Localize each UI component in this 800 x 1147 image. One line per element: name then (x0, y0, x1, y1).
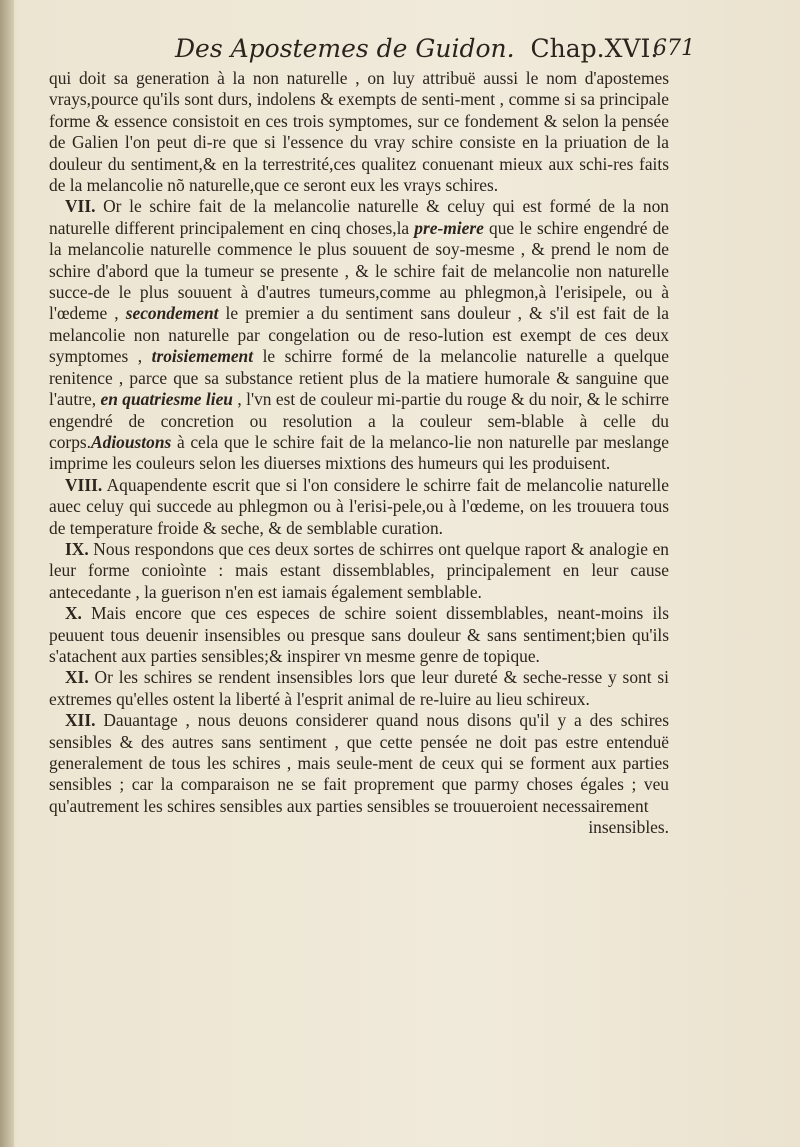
text-run: le premier a du sentiment sans douleur , & s'il est fait de la melancolie non naturelle par congelation ou de reso-lution est exempt de ces deux symptomes , (49, 303, 670, 367)
italic-phrase: pre-miere (414, 217, 484, 238)
text-run: Dauantage , nous deuons considerer quand nous disons qu'il y a des schires sensibles & des autres sans sentiment , que cette pensée ne doit pas estre entenduë generalement de tous les schires , mais seule-ment de ceux qui se forment aux parties sensibles ; car la comparaison ne se fait proprement que parmy choses égales ; veu qu'autrement les schires sensibles aux parties sensibles se trouueroient necessairement (49, 710, 669, 816)
italic-phrase: troisiemement (151, 346, 254, 367)
text-run: Or le schire fait de la melancolie naturelle & celuy qui est formé de la non naturelle different principalement en cinq choses,la (49, 196, 669, 238)
italic-phrase: Adioustons (91, 431, 172, 452)
paragraph-numeral: VIII. (65, 474, 103, 495)
text-run: le schirre formé de la melancolie naturelle a quelque renitence , parce que sa substance retient plus de la matiere humorale & sanguine que l'autre, (49, 346, 669, 410)
paragraph (49, 710, 669, 817)
paragraph (49, 603, 669, 667)
text-run: Aquapendente escrit que si l'on considere le schirre fait de melancolie naturelle auec celuy qui succede au phlegmon ou à l'erisi-pele,ou à l'œdeme, on les trouuera tous de temperature froide & seche, & de semblable curation. (49, 474, 669, 538)
text-run: Mais encore que ces especes de schire soient dissemblables, neant-moins ils peuuent tous deuenir insensibles ou presque sans douleur & sans sentiment;bien qu'ils s'atachent aux parties sensibles;& inspirer vn mesme genre de topique. (49, 603, 669, 666)
running-title: Des Apostemes de Guidon. (175, 34, 515, 63)
paragraph (49, 539, 669, 603)
paragraph-numeral: IX. (65, 538, 89, 559)
body-text (49, 68, 669, 839)
paragraph (49, 667, 669, 710)
paragraph (49, 196, 669, 474)
paragraph-numeral: VII. (65, 196, 96, 217)
paragraph (49, 68, 669, 196)
closing-line: insensibles. (588, 817, 669, 838)
italic-phrase: secondement (125, 303, 219, 324)
text-run: Nous respondons que ces deux sortes de schirres ont quelque raport & analogie en leur forme conioìnte : mais estant dissemblables, principalement en leur cause antecedante , la guerison n'en est iamais également semblable. (49, 538, 669, 602)
text-run: Or les schires se rendent insensibles lors que leur dureté & seche-resse y sont si extremes qu'elles ostent la liberté à l'esprit animal de re-luire au lieu schireux. (49, 667, 669, 709)
chapter-label: Chap.XVI. (530, 34, 659, 63)
paragraph-numeral: XI. (65, 667, 89, 688)
text-run: , l'vn est de couleur mi-partie du rouge & du noir, & le schirre engendré de concretion ou resolution a la couleur sem-blable à celle du corps. (49, 389, 669, 452)
italic-phrase: en quatriesme lieu (100, 389, 233, 410)
paragraph (49, 475, 669, 539)
text-run: à cela que le schire fait de la melanco-lie non naturelle par meslange imprime les couleurs selon les diuerses mixtions des humeurs qui les produisent. (49, 431, 669, 474)
running-header (175, 34, 695, 68)
paragraph-numeral: X. (65, 603, 82, 624)
text-run: qui doit sa generation à la non naturelle , on luy attribuë aussi le nom d'apostemes vrays,pource qu'ils sont durs, indolens & exempts de senti-ment , comme si sa principale forme & essence consistoit en ces trois symptomes, sur ce fondement & selon la pensée de Galien l'on peut di-re que si l'essence du vray schire consiste en la priuation de la douleur du sentiment,& en la terrestrité,ces qualitez conuenant mieux aux schi-res faits de la melancolie nõ naturelle,que ce seront eux les vrays schires. (49, 68, 669, 196)
paragraph-numeral: XII. (65, 710, 96, 731)
page-gutter (0, 0, 14, 1147)
page-number: 671 (653, 36, 695, 61)
text-run: que le schire engendré de la melancolie naturelle commence le plus souuent de soy-mesme , & prend le nom de schire d'abord que la tumeur se presente , & le schire fait de melancolie non naturelle succe-de le plus souuent à d'autres tumeurs,comme au phlegmon,à l'erisipele, ou à l'œdeme , (49, 217, 669, 324)
